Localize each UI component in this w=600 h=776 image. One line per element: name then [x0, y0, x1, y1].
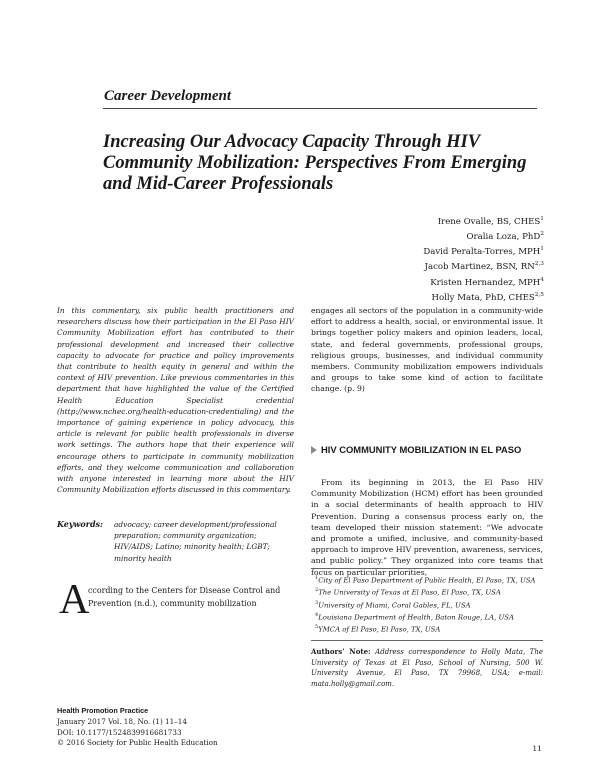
- author-line: Jacob Martinez, BSN, RN$^{2,3}$: [424, 261, 544, 273]
- author-line: Oralia Loza, PhD$^2$: [466, 231, 544, 243]
- author-line: Irene Ovalle, BS, CHES$^1$: [437, 216, 544, 227]
- heading-arrow-icon: [311, 446, 317, 454]
- issue-info: January 2017 Vol. 18, No. (1) 11–14: [57, 716, 187, 726]
- footnote-divider-bottom: [311, 640, 543, 641]
- author-line: David Peralta-Torres, MPH$^1$: [423, 246, 544, 258]
- section-heading: HIV COMMUNITY MOBILIZATION IN EL PASO: [311, 443, 553, 456]
- footnote-item: $^4$Louisiana Department of Health, Baton Rouge, LA, USA: [315, 611, 515, 622]
- authors-note-label: Authors’ Note:: [311, 647, 371, 656]
- footnote-item: $^1$City of El Paso Department of Public Health, El Paso, TX, USA: [315, 575, 536, 585]
- footnote-item: $^3$University of Miami, Coral Gables, FL, USA: [315, 599, 471, 609]
- copyright: © 2016 Society for Public Health Education: [57, 738, 218, 748]
- footnote-item: $^2$The University of Texas at El Paso, El Paso, TX, USA: [315, 587, 501, 597]
- abstract: In this commentary, six public health practitioners and researchers discuss how their participation in the El Paso HIV Community Mobilization effort has contributed to their professional development and increased their collective capacity to advocate for practice and policy improvements that contribute to health equity in general and within the context of HIV prevention. Like previous commentaries in this department that have highlighted the value of the Certified Health Education Specialist credential (http://www.nchec.org/health-education-credentialing) and the importance of gaining experience in policy advocacy, this article is relevant for public health professionals in diverse work settings. The authors hope that their experience will encourage others to participate in community mobilization efforts, and they welcome communication and collaboration with anyone interested in learning more about the HIV Community Mobilization efforts discussed in this commentary.: [57, 306, 294, 495]
- footnote-divider: [311, 568, 543, 569]
- intro-text: ccording to the Centers for Disease Control and Prevention (n.d.), community mobilization: [88, 586, 281, 608]
- author-line: Kristen Hernandez, MPH$^4$: [430, 276, 544, 288]
- article-title: Increasing Our Advocacy Capacity Through HIV Community Mobilization: Perspectives From Emerging and Mid-Career Professionals: [103, 132, 527, 194]
- doi: DOI: 10.1177/1524839916681733: [57, 727, 182, 737]
- section-divider: [103, 108, 537, 109]
- keywords-label: Keywords:: [57, 519, 104, 529]
- drop-cap: A: [59, 577, 90, 623]
- author-list: [423, 213, 544, 304]
- keywords-text: advocacy; career development/professional preparation; community organization; HIV/AIDS; Latino; minority health; LGBT; minority health: [114, 520, 277, 563]
- body-paragraph-2: From its beginning in 2013, the El Paso HIV Community Mobilization (HCM) effort has been grounded in a social determinants of health approach to HIV Prevention. During a consensus process early on, the team developed their mission statement: “We advocate and promote a unified, inclusive, and community-based approach to improve HIV prevention, awareness, services, and public policy.” They organized into core teams that focus on particular priorities,: [311, 478, 543, 577]
- section-label: Career Development: [104, 88, 232, 104]
- publication-info: [57, 706, 297, 749]
- footnote-item: $^5$YMCA of El Paso, El Paso, TX, USA: [315, 624, 441, 634]
- author-line: Holly Mata, PhD, CHES$^{2,5}$: [431, 291, 544, 303]
- page-number: 11: [532, 744, 542, 753]
- authors-note-text: Address correspondence to Holly Mata, The University of Texas at El Paso, School of Nursing, 500 W. University Avenue, El Paso, TX 79968, USA; e-mail: mata.holly@gmail.com.: [311, 648, 543, 688]
- affiliation-footnotes: [311, 573, 543, 634]
- journal-name: Health Promotion Practice: [57, 706, 149, 715]
- authors-note: [311, 647, 543, 689]
- body-paragraph-1: engages all sectors of the population in a community-wide effort to address a health, social, or environmental issue. It brings together policy makers and opinion leaders, local, state, and federal governments, professional groups, religious groups, businesses, and individual community members. Community mobilization empowers individuals and groups to take some kind of action to facilitate change. (p. 9): [311, 306, 543, 394]
